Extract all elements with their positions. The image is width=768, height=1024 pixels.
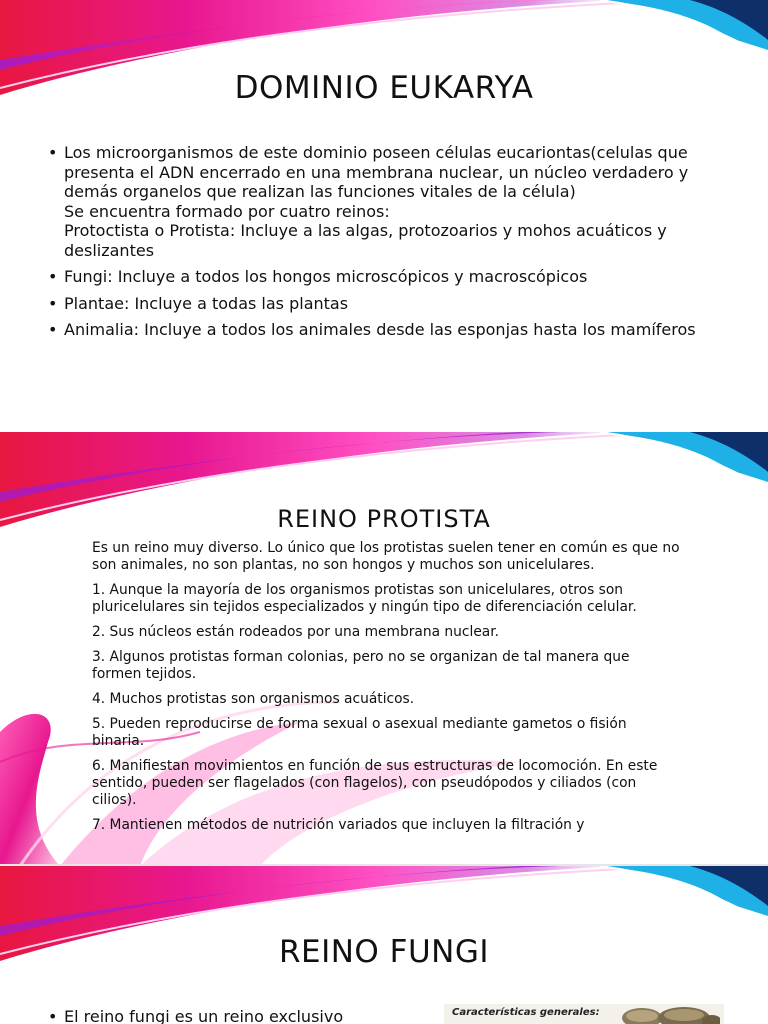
list-item — [48, 294, 728, 314]
paragraph: 2. Sus núcleos están rodeados por una membrana nuclear. — [92, 624, 500, 640]
bullet-dot-icon: • — [48, 143, 58, 162]
bullet-dot-icon: • — [48, 293, 58, 313]
figure-caption: Características generales: — [452, 1007, 600, 1018]
bullet-text: El reino fungi es un reino exclusivo — [64, 1007, 344, 1024]
bullet-list — [48, 1007, 408, 1024]
list-item — [48, 320, 728, 340]
paragraph: 3. Algunos protistas forman colonias, pero no se organizan de tal manera que formen tejidos. — [92, 649, 630, 682]
bullet-dot-icon: • — [48, 267, 58, 286]
slide-title: REINO PROTISTA — [277, 505, 491, 533]
bullet-dot-icon: • — [48, 320, 58, 339]
slide-title: DOMINIO EUKARYA — [234, 70, 534, 106]
bullet-text: Animalia: Incluye a todos los animales desde las esponjas hasta los mamíferos — [64, 320, 696, 339]
bullet-dot-icon: • — [48, 1007, 58, 1024]
list-item — [48, 1007, 408, 1024]
slide-reino-protista — [0, 432, 768, 866]
paragraph: 6. Manifiestan movimientos en función de sus estructuras de locomoción. En este sentido, pueden ser flagelados (con flagelos), con pseudópodos y ciliados (con cilios). — [92, 758, 658, 808]
list-item — [48, 267, 728, 287]
bullet-text: Los microorganismos de este dominio poseen células eucariontas(celulas que presenta el ADN encerrado en una membrana nuclear, un núcleo verdadero y demás organelos que realizan las funciones vitales de la célula) — [64, 143, 689, 201]
bullet-text: Protoctista o Protista: Incluye a las algas, protozoarios y mohos acuáticos y deslizantes — [64, 221, 667, 260]
paragraph: Es un reino muy diverso. Lo único que los protistas suelen tener en común es que no son animales, no son plantas, no son hongos y muchos son unicelulares. — [92, 540, 680, 573]
paragraph: 1. Aunque la mayoría de los organismos protistas son unicelulares, otros son pluricelulares sin tejidos especializados y ningún tipo de diferenciación celular. — [92, 582, 637, 615]
paragraph: 5. Pueden reproducirse de forma sexual o asexual mediante gametos o fisión binaria. — [92, 716, 627, 749]
slide-title: REINO FUNGI — [278, 934, 490, 970]
bullet-text: Fungi: Incluye a todos los hongos microscópicos y macroscópicos — [64, 267, 588, 286]
slide-reino-fungi — [0, 866, 768, 1024]
mushroom-illustration — [620, 1006, 720, 1024]
bullet-text: Plantae: Incluye a todas las plantas — [64, 293, 349, 313]
protista-body — [92, 540, 682, 842]
fungi-figure — [444, 1004, 724, 1024]
paragraph: 4. Muchos protistas son organismos acuáticos. — [92, 691, 415, 707]
paragraph: 7. Mantienen métodos de nutrición variados que incluyen la filtración y — [92, 817, 585, 833]
slide-dominio-eukarya — [0, 0, 768, 432]
bullet-list — [48, 143, 728, 347]
bullet-text: Se encuentra formado por cuatro reinos: — [64, 201, 390, 221]
list-item — [48, 143, 728, 260]
